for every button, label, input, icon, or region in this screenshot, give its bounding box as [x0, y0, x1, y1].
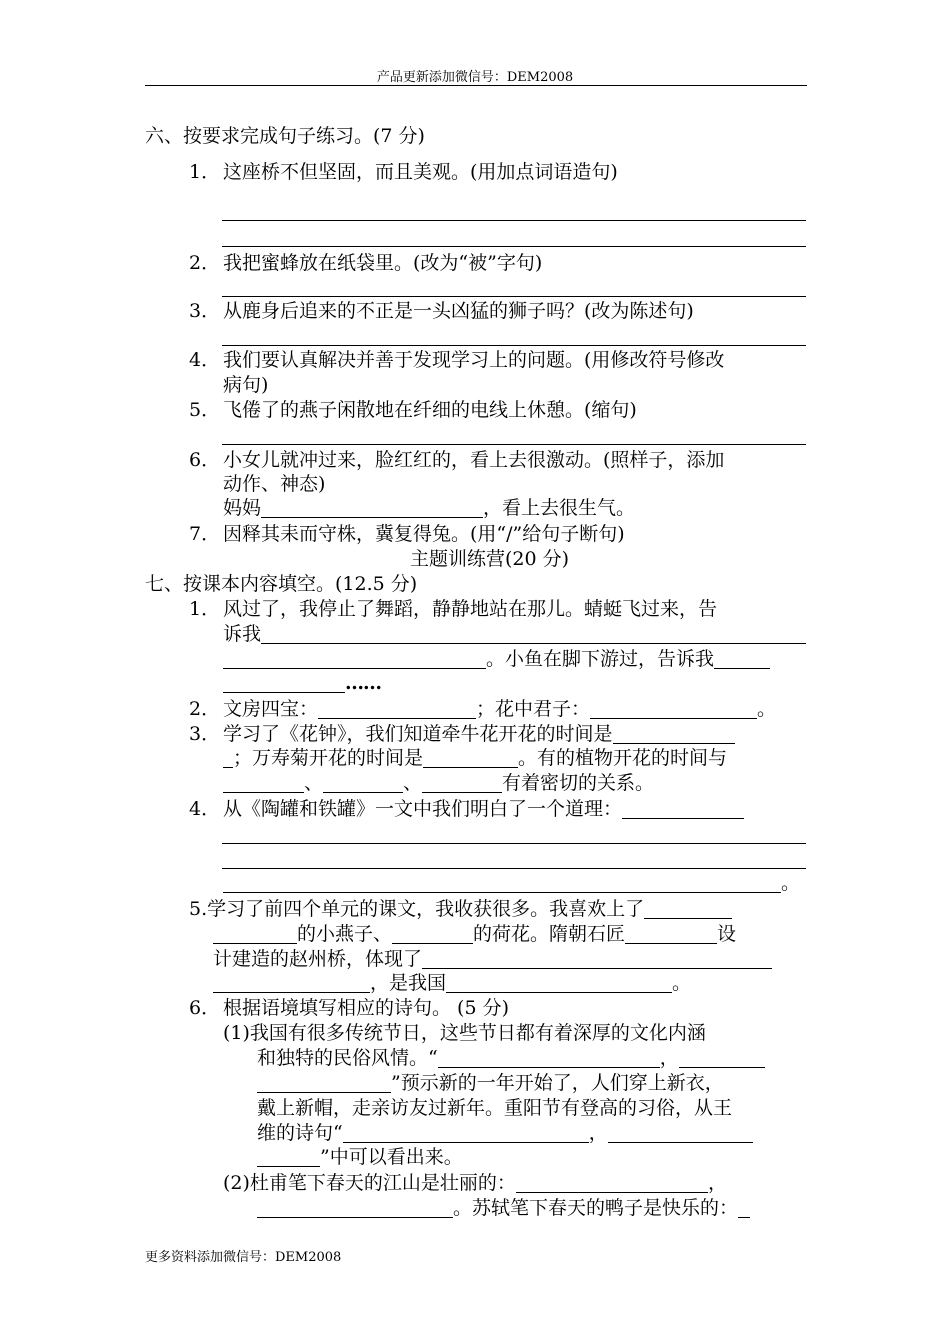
q7-4-last-line: [223, 871, 800, 895]
q7-6-p2-blank3[interactable]: [738, 1197, 750, 1218]
q7-3-sep2: 、: [403, 772, 423, 794]
answer-line[interactable]: [222, 843, 806, 844]
q7-3-blank4[interactable]: [323, 772, 403, 793]
q7-4-end: 。: [781, 872, 801, 894]
q7-5-blank6[interactable]: [213, 972, 370, 993]
q6-6-example-b: ，看上去很生气。: [483, 497, 636, 519]
q7-6-p1-line4: 戴上新帽，走亲访友过新年。重阳节有登高的习俗，从王: [257, 1097, 733, 1119]
q6-4-text: 我们要认真解决并善于发现学习上的问题。(用修改符号修改: [223, 349, 725, 371]
q7-6-p1-line2-text: 和独特的民俗风情。“: [257, 1047, 438, 1069]
q6-2-num: 2．: [189, 252, 221, 274]
q7-5-line2b: 的荷花。隋朝石匠: [473, 923, 626, 945]
q7-6-title: 根据语境填写相应的诗句。 (5 分): [223, 997, 509, 1019]
q7-5-line2c: 设: [717, 923, 737, 945]
q7-4-line1: [223, 797, 744, 821]
q6-6-text: 小女儿就冲过来，脸红红的，看上去很激动。(照样子，添加: [223, 449, 725, 471]
answer-line[interactable]: [222, 444, 806, 445]
q7-5-line3-text: 计建造的赵州桥，体现了: [213, 948, 423, 970]
q6-7-text: 因释其耒而守株，冀复得兔。(用“/”给句子断句): [223, 523, 625, 545]
q7-1-blank3[interactable]: [714, 648, 770, 669]
q6-2-text: 我把蜜蜂放在纸袋里。(改为“被”字句): [223, 252, 543, 274]
q6-6-example-a: 妈妈: [223, 497, 262, 519]
q7-5-num: 5.: [189, 898, 208, 920]
q7-6-p2-blank1[interactable]: [516, 1172, 708, 1193]
q7-6-p1-blank1[interactable]: [438, 1047, 660, 1068]
q7-6-p1-blank4-cont[interactable]: [257, 1146, 320, 1167]
q7-5-line2: [213, 922, 736, 946]
q6-1-text: 这座桥不但坚固，而且美观。(用加点词语造句): [223, 161, 618, 183]
page-header: 产品更新添加微信号：DEM2008: [376, 70, 574, 85]
q6-5-text: 飞倦了的燕子闲散地在纤细的电线上休憩。(缩句): [223, 399, 637, 421]
q7-2-blank1[interactable]: [318, 698, 476, 719]
section6-title: 六、按要求完成句子练习。(7 分): [145, 125, 425, 147]
q7-3-line2: [223, 746, 727, 770]
q7-6-p1-comma2: ，: [588, 1122, 608, 1144]
header-rule: [145, 85, 807, 86]
q7-6-p1-line1-text: 我国有很多传统节日，这些节日都有着深厚的文化内涵: [249, 1022, 706, 1044]
q7-5-blank5[interactable]: [422, 948, 772, 969]
section7-title: 七、按课本内容填空。(12.5 分): [145, 573, 418, 595]
q7-6-p1-label: (1): [223, 1022, 250, 1044]
q7-3-line2b: 。有的植物开花的时间与: [518, 747, 728, 769]
q6-3-num: 3．: [189, 300, 221, 322]
q7-6-p2-line1: [223, 1171, 727, 1195]
answer-line[interactable]: [222, 296, 806, 297]
q7-3-blank5[interactable]: [422, 772, 502, 793]
q7-6-p1-comma1: ，: [659, 1047, 679, 1069]
camp-title: 主题训练营(20 分): [410, 548, 570, 570]
q7-5-blank2[interactable]: [213, 923, 297, 944]
q7-6-p2-comma: ，: [707, 1172, 727, 1194]
q7-5-blank4[interactable]: [625, 923, 717, 944]
q7-6-p2-label: (2): [223, 1172, 250, 1194]
q6-7-num: 7．: [189, 523, 221, 545]
q7-6-p2-blank2[interactable]: [257, 1197, 453, 1218]
q7-6-p1-line6-text: ”中可以看出来。: [320, 1146, 463, 1168]
q7-3-line3-end: 有着密切的关系。: [502, 772, 655, 794]
q6-3-text: 从鹿身后追来的不正是一头凶猛的狮子吗？(改为陈述句): [223, 300, 694, 322]
q7-6-p2-line1-text: 杜甫笔下春天的江山是壮丽的：: [249, 1172, 516, 1194]
q6-4-num: 4．: [189, 349, 221, 371]
q7-6-p1-line5: [257, 1121, 753, 1145]
answer-line[interactable]: [222, 220, 806, 221]
q7-1-dots: ……: [345, 672, 381, 694]
q7-6-p1-blank3[interactable]: [343, 1122, 589, 1143]
q7-6-p1-blank2[interactable]: [679, 1047, 765, 1068]
q7-5-line3: [213, 947, 772, 971]
q7-4-blank1[interactable]: [622, 798, 744, 819]
q7-6-p1-line3-text: ”预示新的一年开始了，人们穿上新衣，: [391, 1072, 724, 1094]
answer-line[interactable]: [222, 345, 806, 346]
q7-6-p1-line3: [257, 1071, 724, 1095]
q7-1-blank2[interactable]: [223, 648, 486, 669]
q7-6-p1-blank4[interactable]: [608, 1122, 753, 1143]
q7-6-p1-line2: [257, 1046, 765, 1070]
q7-6-p1-line5-text: 维的诗句“: [257, 1122, 343, 1144]
q7-1-line4: [223, 671, 381, 695]
q7-5-blank1[interactable]: [644, 898, 732, 919]
q7-1-line3: [223, 647, 770, 671]
q7-4-num: 4．: [189, 798, 221, 820]
q6-6-num: 6．: [189, 449, 221, 471]
q7-5-blank3[interactable]: [392, 923, 473, 944]
q7-3-blank2[interactable]: [423, 747, 518, 768]
q7-4-text: 从《陶罐和铁罐》一文中我们明白了一个道理：: [223, 798, 623, 820]
q7-2-line: [223, 697, 776, 721]
q7-5-line4a: ，是我国: [370, 972, 447, 994]
q7-1-blank1[interactable]: [261, 623, 806, 644]
q7-6-p1-line1: [223, 1021, 706, 1045]
q7-3-line3: [223, 771, 654, 795]
q7-3-num: 3．: [189, 723, 221, 745]
q7-5-line4: [213, 971, 691, 995]
answer-line[interactable]: [222, 868, 806, 869]
q7-2-a: 文房四宝：: [223, 698, 319, 720]
q6-1-num: 1．: [189, 161, 221, 183]
answer-line[interactable]: [222, 246, 806, 247]
q7-2-num: 2．: [189, 698, 221, 720]
q7-5-line1-text: 学习了前四个单元的课文，我收获很多。我喜欢上了: [207, 898, 645, 920]
q6-5-num: 5．: [189, 399, 221, 421]
q7-6-p1-line6: [257, 1145, 463, 1169]
q7-1-line2: [223, 622, 806, 646]
q7-2-c: 。: [757, 698, 777, 720]
q6-6-text-cont: 动作、神态): [223, 473, 326, 495]
q7-3-sep1: 、: [304, 772, 324, 794]
q7-3-blank3[interactable]: [223, 772, 304, 793]
q7-5-line4b: 。: [672, 972, 692, 994]
q6-4-text-cont: 病句): [223, 374, 269, 396]
q7-1-line1: 风过了，我停止了舞蹈，静静地站在那儿。蜻蜓飞过来，告: [223, 598, 718, 620]
q7-1-num: 1．: [189, 598, 221, 620]
q7-5-line1: [189, 897, 732, 921]
q7-5-line2a: 的小燕子、: [297, 923, 393, 945]
q7-3-blank1[interactable]: [613, 723, 735, 744]
q7-6-p2-line2: [257, 1196, 750, 1220]
q6-6-blank[interactable]: [261, 497, 483, 518]
q7-6-p2-line2-text: 。苏轼笔下春天的鸭子是快乐的：: [453, 1197, 739, 1219]
q7-6-num: 6．: [189, 997, 221, 1019]
q7-1-line2-text: 诉我: [223, 623, 262, 645]
q7-1-blank4[interactable]: [223, 672, 345, 693]
q7-1-line3-text: 。小鱼在脚下游过，告诉我: [486, 648, 715, 670]
q7-3-line1: [223, 722, 735, 746]
page-footer: 更多资料添加微信号：DEM2008: [145, 1250, 342, 1265]
q7-4-blank2[interactable]: [223, 872, 781, 893]
q7-3-line1-text: 学习了《花钟》，我们知道牵牛花开花的时间是: [223, 723, 613, 745]
q7-6-p1-blank2-cont[interactable]: [257, 1072, 391, 1093]
q6-6-example: [223, 496, 635, 520]
q7-5-blank7[interactable]: [446, 972, 672, 993]
q7-3-line2a: ；万寿菊开花的时间是: [233, 747, 424, 769]
q7-2-b: ；花中君子：: [476, 698, 591, 720]
q7-3-blank1-cont[interactable]: [223, 747, 233, 768]
q7-2-blank2[interactable]: [590, 698, 757, 719]
